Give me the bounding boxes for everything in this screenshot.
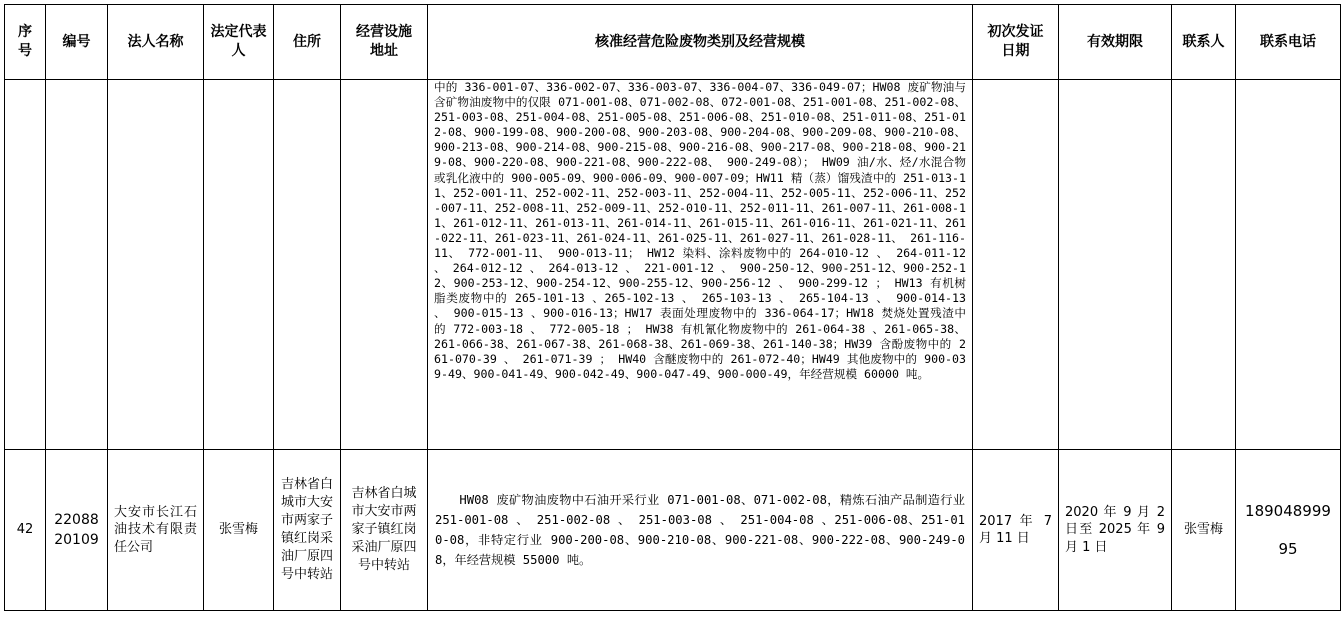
scope-continued-cell: 中的 336-001-07、336-002-07、336-003-07、336-004-07、336-049-07；HW08 废矿物油与含矿物油废物中的仅限 071-001-08、071-002-08、072-001-08、251-001-08、251-002-08、251-003-08、251-004-08、251-005-08、251-006-08、251-010-08、251-011-08、251-012-08、900-199-08、900-200-08、900-203-08、900-204-08、900-209-08、900-210-08、900-213-08、900-214-08、900-215-08、900-216-08、900-217-08、900-218-08、900-219-08、900-220-08、900-221-08、900-222-08、 900-249-08）； HW09 油/水、烃/水混合物或乳化液中的 900-005-09、900-006-09、900-007-09；HW11 精（蒸）馏残渣中的 251-013-11、252-001-11、252-002-11、252-003-11、252-004-11、252-005-11、252-006-11、252-007-11、252-008-11、252-009-11、252-010-11、252-011-11、261-007-11、261-008-11、261-012-11、261-013-11、261-014-11、261-015-11、261-016-11、261-021-11、261-022-11、261-023-11、261-024-11、261-025-11、261-027-11、261-028-11、 261-116-11、 772-001-11、 900-013-11； HW12 染料、涂料废物中的 264-010-12 、 264-011-12 、 264-012-12 、 264-013-12 、 221-001-12 、 900-250-12、900-251-12、900-252-12、900-253-12、900-254-12、900-255-12、900-256-12 、 900-299-12 ； HW13 有机树脂类废物中的 265-101-13 、265-102-13 、 265-103-13 、 265-104-13 、 900-014-13 、 900-015-13 、900-016-13；HW17 表面处理废物中的 336-064-17；HW18 焚烧处置残渣中的 772-003-18 、 772-005-18 ； HW38 有机氰化物废物中的 261-064-38 、261-065-38、261-066-38、261-067-38、261-068-38、261-069-38、261-140-38；HW39 含酚废物中的 261-070-39 、 261-071-39 ； HW40 含醚废物中的 261-072-40；HW49 其他废物中的 900-039-49、900-041-49、900-042-49、900-047-49、900-000-49，年经营规模 60000 吨。 [428, 80, 973, 450]
header-residence: 住所 [274, 5, 341, 80]
first-issue-date-cell: 2017 年 7 月 11 日 [973, 450, 1059, 611]
residence-cell: 吉林省白城市大安市两家子镇红岗采油厂原四号中转站 [274, 450, 341, 611]
header-scope: 核准经营危险废物类别及经营规模 [428, 5, 973, 80]
header-facility-address: 经营设施地址 [341, 5, 428, 80]
empty-cell [1059, 80, 1172, 450]
validity-cell: 2020 年 9 月 2 日至 2025 年 9 月 1 日 [1059, 450, 1172, 611]
table-row [5, 450, 1341, 611]
code-cell: 2208820109 [46, 450, 108, 611]
empty-cell [46, 80, 108, 450]
empty-cell [274, 80, 341, 450]
legal-rep-cell: 张雪梅 [204, 450, 274, 611]
empty-cell [341, 80, 428, 450]
empty-cell [204, 80, 274, 450]
empty-cell [5, 80, 46, 450]
hazardous-waste-license-table [4, 4, 1341, 611]
header-row [5, 5, 1341, 80]
empty-cell [973, 80, 1059, 450]
seq-cell: 42 [5, 450, 46, 611]
scope-cell: HW08 废矿物油废物中石油开采行业 071-001-08、071-002-08，精炼石油产品制造行业 251-001-08 、 251-002-08 、 251-003-08 、 251-004-08 、251-006-08、251-010-08，非特定行业 900-200-08、900-210-08、900-221-08、900-222-08、900-249-08，年经营规模 55000 吨。 [428, 450, 973, 611]
header-validity: 有效期限 [1059, 5, 1172, 80]
header-phone: 联系电话 [1236, 5, 1341, 80]
empty-cell [108, 80, 204, 450]
header-company: 法人名称 [108, 5, 204, 80]
contact-cell: 张雪梅 [1172, 450, 1236, 611]
table-row [5, 80, 1341, 450]
phone-cell: 18904899995 [1236, 450, 1341, 611]
header-seq: 序号 [5, 5, 46, 80]
header-legal-rep: 法定代表人 [204, 5, 274, 80]
header-code: 编号 [46, 5, 108, 80]
empty-cell [1236, 80, 1341, 450]
header-first-issue-date: 初次发证日期 [973, 5, 1059, 80]
facility-address-cell: 吉林省白城市大安市两家子镇红岗采油厂原四号中转站 [341, 450, 428, 611]
company-cell: 大安市长江石油技术有限责任公司 [108, 450, 204, 611]
header-contact: 联系人 [1172, 5, 1236, 80]
empty-cell [1172, 80, 1236, 450]
